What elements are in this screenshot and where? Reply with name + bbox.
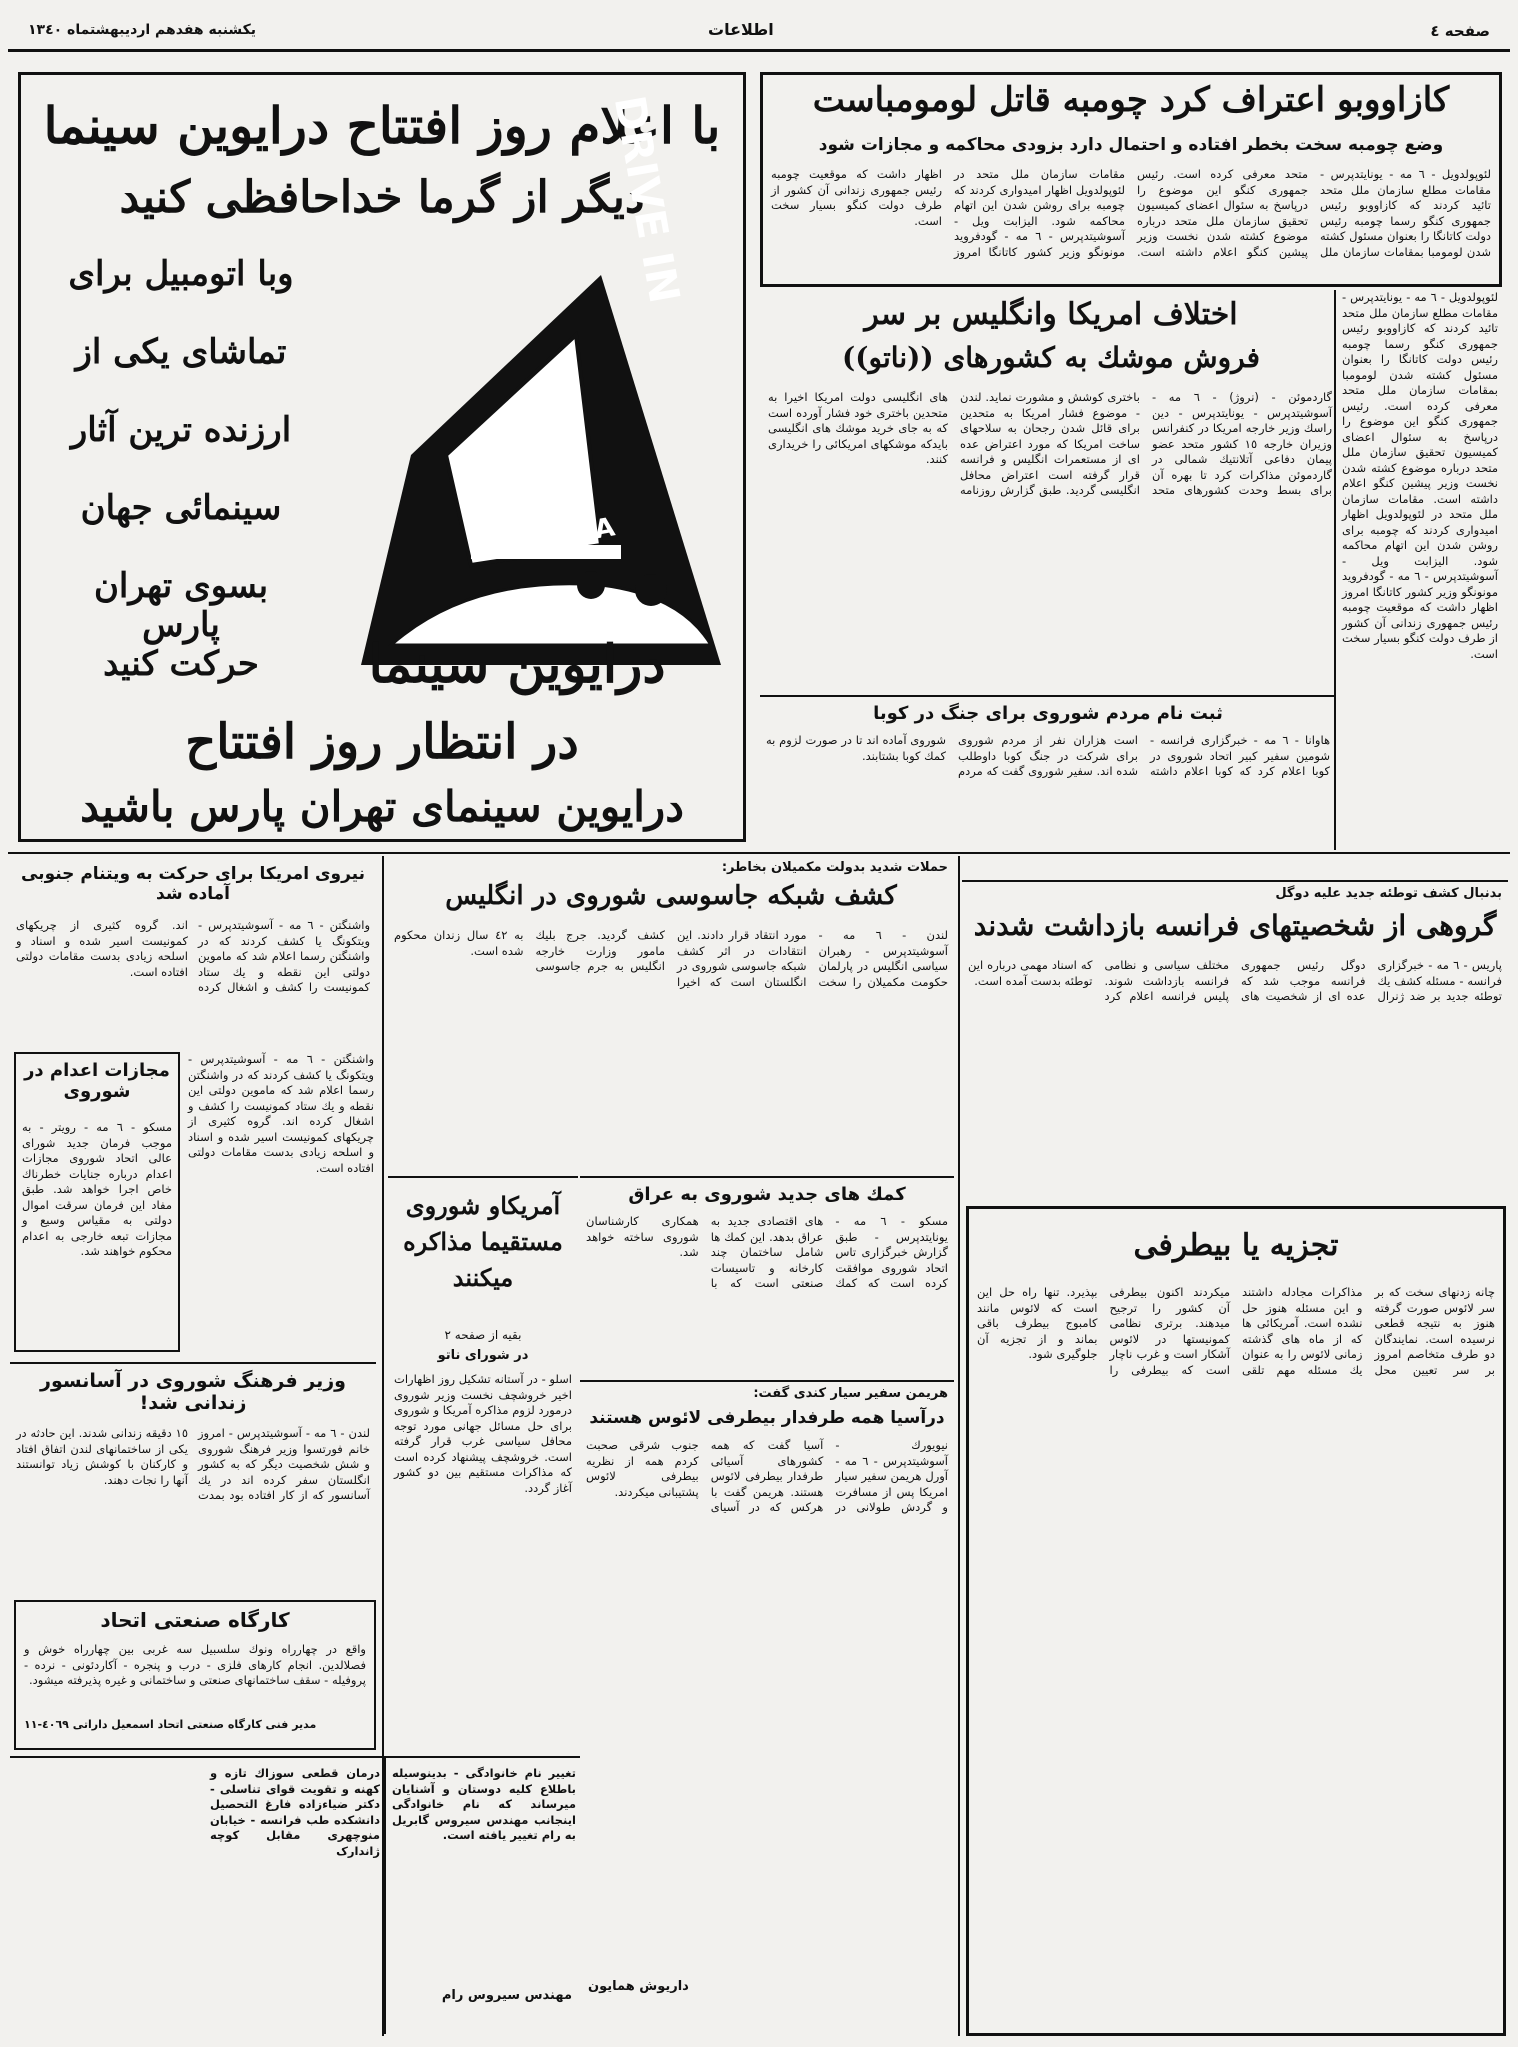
elevator-article [10, 1362, 376, 1592]
us-ussr-text: اسلو - در آستانه تشکیل روز اظهارات اخیر خروشچف نخست وزیر شوروی درمورد لزوم مذاکره آمریکا و شوروی برای حل مسائل جهانی مورد توجه محافل سیاسی غرب قرار گرفته است. خروشچف پیشنهاد کرده است که مذاکرات مستقیم بین دو کشور آغاز گردد. [394, 1372, 572, 1495]
factory-text: واقع در چهارراه ونوك سلسبیل سه غربی بین چهارراه خوش و فصلالدین. انجام کارهای فلزی - درب و پنجره - آکاردئونی - نرده - پروفیله - سقف ساختمانهای صنعتی و ساختمانی و غیره پذیرفته میشود. [24, 1642, 366, 1688]
nato-article [760, 290, 1502, 690]
cuba-headline: ثبت نام مردم شوروی برای جنگ در کوبا [873, 703, 1223, 724]
laos-headline: درآسیا همه طرفدار بیطرفی لائوس هستند [589, 1408, 945, 1428]
us-ussr-headline: آمریکاو شوروی مستقیما مذاکره میکنند [403, 1191, 563, 1292]
congo-headline: کازاووبو اعتراف کرد چومبه قاتل لومومباست [812, 80, 1450, 120]
france-headline: گروهی از شخصیتهای فرانسه بازداشت شدند [973, 909, 1497, 942]
neutrality-column [966, 1206, 1506, 2036]
executions-article [14, 1052, 180, 1352]
neutrality-headline: تجزیه یا بیطرفی [1133, 1228, 1339, 1263]
ad-big-1: درایوین سینما [368, 634, 666, 695]
executions-text: مسکو - ٦ مه - رویتر - به موجب فرمان جدید شورای عالی اتحاد شوروی مجازات اعدام درباره جنایات خطرناك خاص اجرا خواهد شد. طبق مفاد این فرمان سرقت اموال دولتی به مقیاس وسیع و مجازات تبعه خارجی به اعدام محکوم خواهند شد. [22, 1120, 172, 1259]
factory-headline: کارگاه صنعتی اتحاد [100, 1608, 290, 1632]
ad-left-line: سینمائی جهان [80, 488, 282, 528]
nato-headline-1: اختلاف امریکا وانگلیس بر سر [864, 297, 1238, 332]
ad-big-2: در انتظار روز افتتاح [185, 714, 579, 770]
vietnam-text-continued: واشنگتن - ٦ مه - آسوشیتدپرس - ویتکونگ یا کشف کردند که در واشنگتن رسما اعلام شد که ماموین دولتی این نقطه و یك ستاد کمونیست را کشف و اشغال کرده اند. گروه کثیری از چریکهای کمونیست اسیر شده و اسناد و اسلحه زیادی بدست مقامات دولتی افتاده است. [188, 1052, 374, 1175]
classifieds [10, 1756, 580, 2032]
ad-left-line: حرکت کنید [103, 644, 259, 684]
drive-in-ad [18, 72, 746, 842]
congo-text-continued: لئوپولدویل - ٦ مه - یونایتدپرس - مقامات مطلع سازمان ملل متحد تائید کردند که کازاووبو رئیس جمهوری کنگو رسما چومبه رئیس دولت کاتانگا را بعنوان مسئول کشته شدن لومومبا بمقامات سازمان ملل متحد معرفی کرده است. رئیس جمهوری کنگو این موضوع را درپاسخ به سئوال اعضای کمیسیون تحقیق سازمان ملل متحد درباره موضوع کشته شدن نخست وزیر پیشین کنگو اعلام داشته است. مقامات سازمان ملل متحد در لئوپولدویل اظهار امیدواری کردند که چومبه برای روشن شدن این اتهام محاکمه شود. الیزابت ویل - آسوشیتدپرس - ٦ مه - گودفروید مونونگو وزیر کشور کاتانگا امروز اظهار داشت که موقعیت چومبه رئیس جمهوری زندانی آن کشور از طرف دولت کنگو بسیار سخت است. [1342, 290, 1498, 661]
vietnam-text: واشنگتن - ٦ مه - آسوشیتدپرس - ویتکونگ یا کشف کردند که در واشنگتن رسما اعلام شد که ماموین دولتی این نقطه و یك ستاد کمونیست را کشف و اشغال کرده اند. گروه کثیری از چریکهای کمونیست اسیر شده و اسناد و اسلحه زیادی بدست مقامات دولتی افتاده است. [16, 918, 371, 995]
spy-article [388, 856, 954, 1176]
spy-kicker: حملات شدید بدولت مکمیلان بخاطر: [721, 860, 948, 875]
executions-headline: مجازات اعدام در شوروی [24, 1060, 170, 1102]
iraq-headline: کمك های جدید شوروی به عراق [628, 1184, 906, 1205]
elevator-headline: وزیر فرهنگ شوروی در آسانسور زندانی شد! [40, 1370, 346, 1414]
france-kicker: بدنبال کشف توطئه جدید علیه دوگل [1275, 886, 1502, 901]
ad-big-3: درایوین سینمای تهران پارس باشید [80, 782, 684, 831]
spy-text: لندن - ٦ مه - آسوشیتدپرس - رهبران سیاسی انگلیس در پارلمان حکومت مکمیلان را سخت مورد انتقاد قرار دادند. این انتقادات در اثر کشف شبکه جاسوسی شوروی در انگلستان است که اخیرا کشف گردید. جرج بلیك مامور وزارت خارجه انگلیس به جرم جاسوسی به ٤۲ سال زندان محکوم شده است. [394, 928, 948, 989]
us-ussr-continued: بقیه از صفحه ۲ [444, 1328, 522, 1342]
france-article [962, 880, 1508, 1200]
logo-drive-in: DRIVE IN [604, 91, 690, 307]
vietnam-headline: نیروی امریکا برای حرکت به ویتنام جنوبی آماده شد [20, 864, 365, 904]
congo-article [760, 72, 1502, 287]
ad-headline-1: با اعلام روز افتتاح درایوین سینما [43, 96, 721, 155]
france-text: پاریس - ٦ مه - خبرگزاری فرانسه - مسئله کشف یك توطئه جدید بر ضد ژنرال دوگل رئیس جمهوری فرانسه موجب شد که عده ای از شخصیت های مختلف سیاسی و نظامی فرانسه بازداشت شوند. پلیس فرانسه اعلام کرد که اسناد مهمی درباره این توطئه بدست آمده است. [968, 958, 1502, 1004]
cuba-text: هاوانا - ٦ مه - خبرگزاری فرانسه - شومین سفیر کبیر اتحاد شوروی در کوبا اعلام کرد که کوبا اعلام داشته است هزاران نفر از مردم شوروی برای شرکت در جنگ کوبا داوطلب شده اند. سفیر شوروی گفت که مردم شوروی آماده اند تا در صورت لزوم به کمك کوبا بشتابند. [766, 733, 1331, 779]
laos-signature: داریوش همایون [588, 1979, 689, 1994]
nato-text: گاردموئن - (نروژ) - ٦ مه - آسوشیتدپرس - یونایتدپرس - دین راسك وزیر خارجه امریکا در کنفرانس وزیران خارجه ۱٥ کشور متحد عضو پیمان دفاعی آتلانتیك شمالی در گاردموئن مذاکرات کرد تا بهره آن برای بسط وحدت کشورهای متحد باختری کوشش و مشورت نماید. لندن - موضوع فشار امریکا به متحدین برای قائل شدن رجحان به سلاحهای ساخت امریکا که مورد اعتراض عده ای از مستعمرات انگلیس و فرانسه قرار گرفته است اعتراض محافل انگلیسی گردید. طبق گزارش روزنامه های انگلیسی دولت امریکا اخیرا به متحدین باختری خود فشار آورده است که به جای خرید موشك های انگلیسی بایدکه موشکهای امریکائی را خریداری کنند. [768, 390, 1332, 498]
spy-headline: کشف شبکه جاسوسی شوروی در انگلیس [445, 881, 897, 911]
medicine-ad: درمان قطعی سوزاك تازه و کهنه و تقویت قوای تناسلی - دکتر ضیاءزاده فارغ التحصیل دانشکده طب فرانسه - خیابان منوچهری مقابل کوچه ژاندارک [210, 1766, 380, 1858]
vietnam-article [10, 860, 376, 1050]
name-change-signature: مهندس سیروس رام [441, 1988, 572, 2003]
masthead [8, 8, 1510, 52]
ad-headline-2: دیگر از گرما خداحافظی کنید [119, 172, 645, 223]
ad-left-text [51, 255, 311, 723]
iraq-text: مسکو - ٦ مه - یونایتدپرس - طبق گزارش خبرگزاری تاس اتحاد شوروی موافقت کرده است که کمك های اقتصادی جدید به عراق بدهد. این کمك ها شامل ساختمان چند کارخانه و تاسیسات صنعتی است که با همکاری کارشناسان شوروی ساخته خواهد شد. [586, 1214, 948, 1291]
elevator-text: لندن - ٦ مه - آسوشیتدپرس - امروز خانم فورتسوا وزیر فرهنگ شوروی و شش شخصیت دیگر که به کشور انگلستان سفر کرده اند در یك آسانسور که از کار افتاده بود بمدت ۱٥ دقیقه زندانی شدند. این حادثه در یکی از ساختمانهای لندن اتفاق افتاد و کارکنان با کوشش زیاد توانستند آنها را نجات دهند. [16, 1426, 370, 1503]
factory-manager: مدیر فنی کارگاه صنعتی اتحاد اسمعیل داراتی ٤٠٦۹-۱۱ [24, 1718, 317, 1731]
congo-subheadline: وضع چومبه سخت بخطر افتاده و احتمال دارد بزودی محاکمه و مجازات شود [818, 135, 1444, 155]
page-number: صفحه ٤ [1430, 22, 1490, 40]
issue-date: یکشنبه هفدهم اردیبهشتماه ۱۳٤۰ [28, 22, 257, 38]
logo-cinema: CINEMA [499, 512, 618, 562]
neutrality-text: چانه زدنهای سخت که بر سر لائوس صورت گرفته هنوز به نتیجه قطعی نرسیده است. نمایندگان دو طرف متخاصم امروز بر سر تعیین محل مذاکرات مجادله داشتند و این مسئله هنوز حل نشده است. آمریکائی ها که از ماه های گذشته زمانی لائوس را به عنوان یك مسئله مهم تلقی میکردند اکنون بیطرفی آن کشور را ترجیح میدهند. برتری نظامی کمونیستها در لائوس آشکار است و غرب ناچار است که بیطرفی را بپذیرد. تنها راه حل این است که لائوس مانند کامبوج بیطرف باقی بماند و از تجزیه آن جلوگیری شود. [977, 1285, 1495, 1377]
laos-article [580, 1380, 954, 2000]
ad-left-line: ارزنده ترین آثار [70, 410, 292, 450]
paper-name: اطلاعات [708, 20, 774, 39]
name-change-notice: تغییر نام خانوادگی - بدینوسیله باطلاع کلیه دوستان و آشنایان میرساند که نام خانوادگی اینجانب مهندس سیروس گابریل به رام تغییر یافته است. [392, 1766, 576, 1843]
factory-ad [14, 1600, 376, 1750]
iraq-article [580, 1176, 954, 1376]
ad-left-line: تماشای یکی از [75, 332, 287, 372]
ad-left-line: بسوی تهران پارس [93, 566, 269, 646]
laos-kicker: هریمن سفیر سیار کندی گفت: [753, 1386, 948, 1401]
cuba-article [760, 695, 1336, 845]
laos-text: نیویورك - آسوشیتدپرس - ٦ مه - آورل هریمن سفیر سیار امریکا پس از مسافرت و گردش طولانی در آسیا گفت که همه کشورهای آسیائی طرفدار بیطرفی لائوس هستند. هریمن گفت با هرکس که در آسیای جنوب شرقی صحبت کردم همه از نظریه بیطرفی لائوس پشتیبانی میکردند. [586, 1438, 948, 1515]
us-ussr-subhead: در شورای ناتو [437, 1348, 529, 1363]
congo-text: لئوپولدویل - ٦ مه - یونایتدپرس - مقامات مطلع سازمان ملل متحد تائید کردند که کازاووبو رئیس جمهوری کنگو رسما چومبه رئیس دولت کاتانگا را بعنوان مسئول کشته شدن لومومبا بمقامات سازمان ملل متحد معرفی کرده است. رئیس جمهوری کنگو این موضوع را درپاسخ به سئوال اعضای کمیسیون تحقیق سازمان ملل متحد درباره موضوع کشته شدن نخست وزیر پیشین کنگو اعلام داشته است. مقامات سازمان ملل متحد در لئوپولدویل اظهار امیدواری کردند که چومبه برای روشن شدن این اتهام محاکمه شود. الیزابت ویل - آسوشیتدپرس - ٦ مه - گودفروید مونونگو وزیر کشور کاتانگا امروز اظهار داشت که موقعیت چومبه رئیس جمهوری زندانی آن کشور از طرف دولت کنگو بسیار سخت است. [771, 167, 1491, 259]
nato-headline-2: فروش موشك به کشورهای ((ناتو)) [842, 341, 1260, 374]
ad-left-line: وبا اتومبیل برای [68, 254, 294, 294]
